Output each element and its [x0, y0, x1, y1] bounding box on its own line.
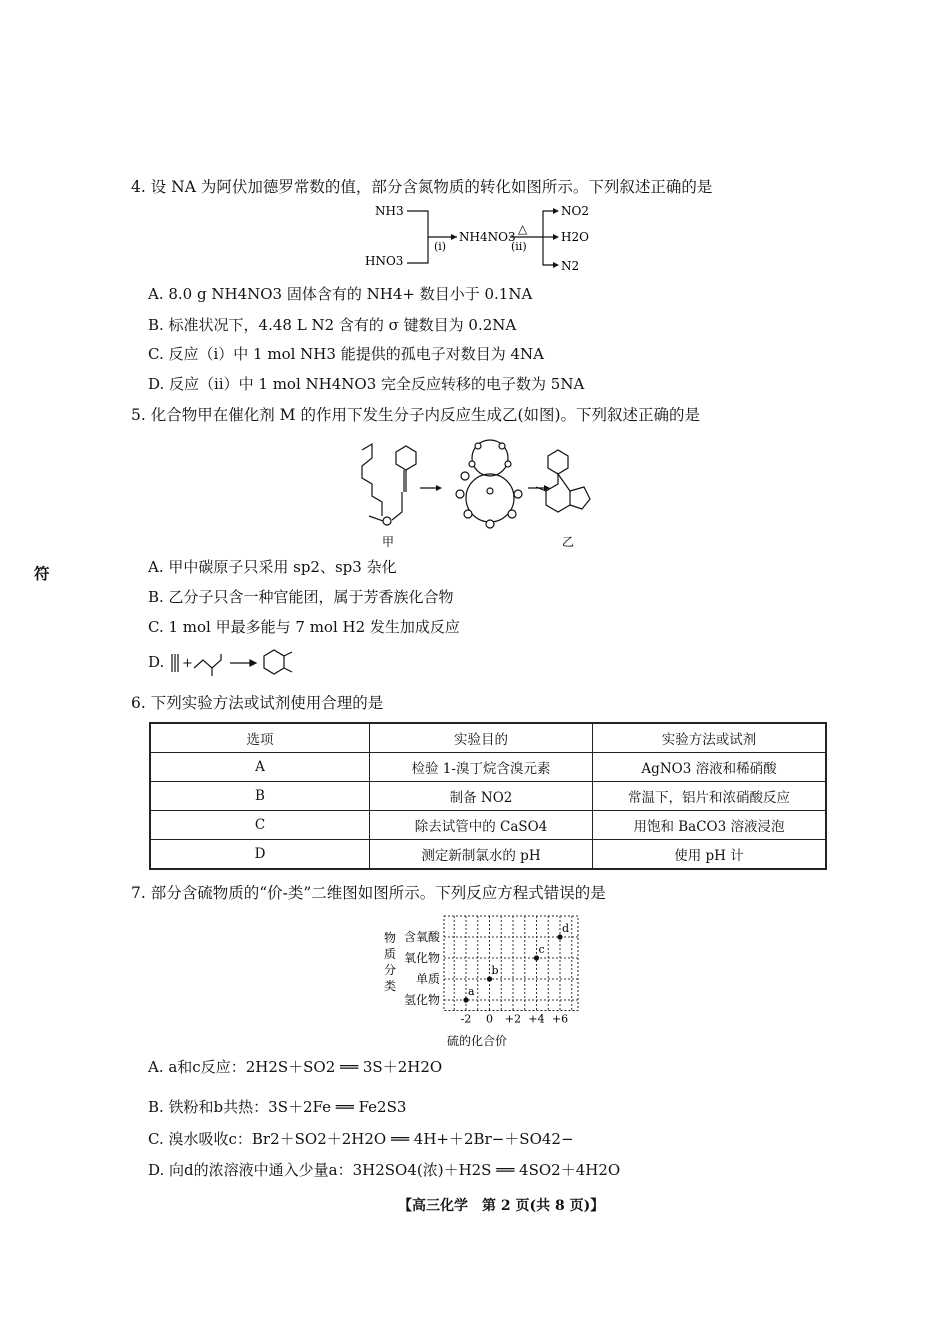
compound-jia-structure	[362, 444, 416, 525]
q5-option-d-reaction	[168, 648, 303, 678]
q7-option-b: B. 铁粉和b共热：3S＋2Fe ══ Fe2S3	[148, 1098, 407, 1116]
cell-option: A	[150, 753, 370, 782]
table-header-row	[150, 723, 826, 753]
side-mark: 符	[34, 564, 50, 583]
chart-point-d	[557, 934, 562, 939]
cell-purpose: 检验 1-溴丁烷含溴元素	[370, 753, 593, 782]
cell-option: C	[150, 811, 370, 840]
cell-method: 使用 pH 计	[593, 840, 827, 870]
cell-purpose: 制备 NO2	[370, 782, 593, 811]
chart-x-tick: +6	[551, 1012, 569, 1026]
table-row	[150, 840, 826, 870]
q5-stem: 5. 化合物甲在催化剂 M 的作用下发生分子内反应生成乙(如图)。下列叙述正确的是	[131, 406, 701, 424]
q4-option-c: C. 反应（ⅰ）中 1 mol NH3 能提供的孤电子对数目为 4NA	[148, 345, 544, 363]
q4-out3: N2	[561, 259, 580, 273]
q4-option-d: D. 反应（ⅱ）中 1 mol NH4NO3 完全反应转移的电子数为 5NA	[148, 375, 585, 393]
q4-in1: NH3	[375, 204, 404, 218]
q7-option-d: D. 向d的浓溶液中通入少量a：3H2SO4(浓)＋H2S ══ 4SO2＋4H2O	[148, 1161, 621, 1179]
q4-option-a: A. 8.0 g NH4NO3 固体含有的 NH4+ 数目小于 0.1NA	[148, 285, 533, 303]
q4-heat: △	[518, 222, 528, 236]
chart-category-label: 单质	[415, 972, 440, 986]
cell-option: D	[150, 840, 370, 870]
q4-out1: NO2	[561, 204, 589, 218]
q4-step1: (ⅰ)	[434, 240, 447, 253]
label-jia: 甲	[382, 535, 395, 549]
chart-x-tick: -2	[460, 1012, 472, 1026]
chart-category-label: 含氧酸	[403, 930, 440, 944]
q7-option-a: A. a和c反应：2H2S＋SO2 ══ 3S＋2H2O	[148, 1058, 443, 1076]
q4-step2: (ⅱ)	[511, 240, 527, 253]
cell-option: B	[150, 782, 370, 811]
q7-option-c: C. 溴水吸收c：Br2＋SO2＋2H2O ══ 4H+＋2Br−＋SO42−	[148, 1130, 574, 1148]
chart-x-tick: +4	[528, 1012, 545, 1026]
q7-stem: 7. 部分含硫物质的“价-类”二维图如图所示。下列反应方程式错误的是	[131, 884, 606, 902]
header-method: 实验方法或试剂	[593, 723, 827, 753]
q5-option-d: D.	[148, 653, 165, 671]
label-yi: 乙	[562, 535, 575, 549]
chart-ylabel: 物质分类	[384, 931, 397, 993]
q4-nitrogen-diagram	[360, 200, 600, 278]
q4-out2: H2O	[561, 230, 589, 244]
chart-category-label: 氧化物	[403, 951, 440, 965]
cell-method: 用饱和 BaCO3 溶液浸泡	[593, 811, 827, 840]
chart-point-a	[463, 997, 468, 1002]
cell-purpose: 除去试管中的 CaSO4	[370, 811, 593, 840]
cell-method: AgNO3 溶液和稀硝酸	[593, 753, 827, 782]
q6-experiment-table	[149, 722, 827, 870]
chart-point-label: b	[491, 964, 499, 977]
q5-option-b: B. 乙分子只含一种官能团，属于芳香族化合物	[148, 588, 454, 606]
chart-point-label: c	[538, 943, 545, 956]
chart-point-b	[487, 976, 492, 981]
chart-point-label: d	[562, 922, 570, 935]
chart-point-label: a	[468, 985, 475, 998]
q5-option-c: C. 1 mol 甲最多能与 7 mol H2 发生加成反应	[148, 618, 460, 636]
header-option: 选项	[150, 723, 370, 753]
page-footer: 【高三化学 第 2 页(共 8 页)】	[398, 1198, 605, 1214]
chart-category-label: 氢化物	[403, 993, 440, 1007]
q4-stem: 4. 设 NA 为阿伏加德罗常数的值，部分含氮物质的转化如图所示。下列叙述正确的是	[131, 178, 713, 196]
q5-option-a: A. 甲中碳原子只采用 sp2、sp3 杂化	[148, 558, 397, 576]
table-row	[150, 811, 826, 840]
table-row	[150, 782, 826, 811]
q4-mid: NH4NO3	[459, 230, 516, 244]
q4-option-b: B. 标准状况下，4.48 L N2 含有的 σ 键数目为 0.2NA	[148, 316, 517, 334]
header-purpose: 实验目的	[370, 723, 593, 753]
svg-text:+: +	[182, 656, 193, 671]
q4-in2: HNO3	[365, 254, 404, 268]
table-row	[150, 753, 826, 782]
q7-valence-class-chart	[370, 908, 590, 1048]
chart-point-c	[534, 955, 539, 960]
q6-stem: 6. 下列实验方法或试剂使用合理的是	[131, 694, 384, 712]
cell-purpose: 测定新制氯水的 pH	[370, 840, 593, 870]
catalyst-intermediate-structure	[456, 440, 522, 528]
compound-yi-structure	[536, 450, 590, 512]
chart-x-tick: 0	[486, 1012, 493, 1026]
chart-x-tick: +2	[504, 1012, 522, 1026]
chart-xlabel: 硫的化合价	[446, 1034, 508, 1048]
cell-method: 常温下，铝片和浓硝酸反应	[593, 782, 827, 811]
q5-reaction-scheme	[350, 436, 620, 554]
